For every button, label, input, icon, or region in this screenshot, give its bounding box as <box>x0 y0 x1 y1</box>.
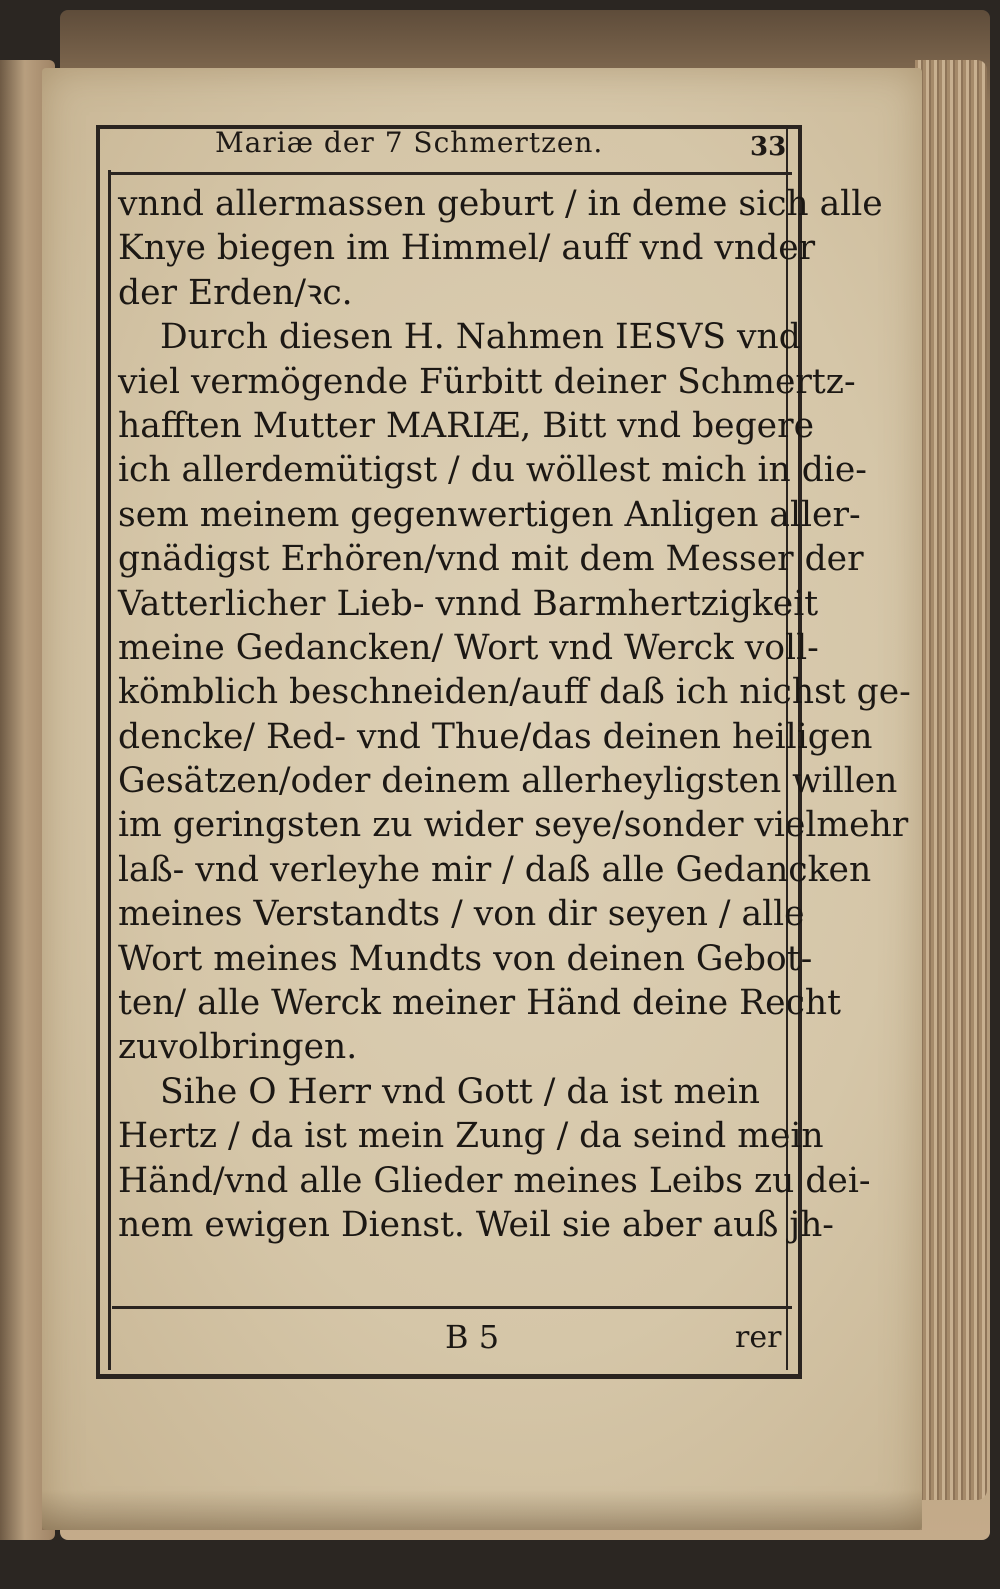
text-line: Vatterlicher Lieb- vnnd Barmhertzigkeit <box>118 583 819 624</box>
text-line: ten/ alle Werck meiner Händ deine Recht <box>118 983 841 1024</box>
page-number: 33 <box>750 132 787 162</box>
text-line: sem meinem gegenwertigen Anligen aller- <box>118 494 861 535</box>
text-line: Gesätzen/oder deinem allerheyligsten willen <box>118 761 898 802</box>
footer-rule <box>112 1306 792 1309</box>
signature-mark: B 5 <box>445 1318 500 1356</box>
text-line: vnnd allermassen geburt / in deme sich alle <box>118 184 883 224</box>
text-line: laß- vnd verleyhe mir / daß alle Gedancken <box>118 849 872 890</box>
header-rule <box>108 172 792 175</box>
text-line: gnädigst Erhören/vnd mit dem Messer der <box>118 539 864 580</box>
text-line: hafften Mutter MARIÆ, Bitt vnd begere <box>118 405 814 446</box>
catchword: rer <box>735 1320 782 1355</box>
text-line: nem ewigen Dienst. Weil sie aber auß jh- <box>118 1204 834 1245</box>
text-line: zuvolbringen. <box>118 1027 358 1068</box>
text-line: Durch diesen H. Nahmen IESVS vnd <box>160 317 801 358</box>
text-line: Sihe O Herr vnd Gott / da ist mein <box>160 1071 760 1112</box>
text-line: kömblich beschneiden/auff daß ich nichst ge- <box>118 672 911 713</box>
text-line: Händ/vnd alle Glieder meines Leibs zu dei- <box>118 1160 871 1201</box>
text-line: Wort meines Mundts von deinen Gebot- <box>118 938 813 979</box>
text-line: Knye biegen im Himmel/ auff vnd vnder <box>118 228 816 269</box>
text-line: meines Verstandts / von dir seyen / alle <box>118 894 805 935</box>
text-line: ich allerdemütigst / du wöllest mich in die- <box>118 450 867 491</box>
body-text <box>118 182 911 1297</box>
text-line: im geringsten zu wider seye/sonder vielmehr <box>118 805 909 846</box>
page-fore-edges <box>915 60 987 1500</box>
page-shadow <box>42 1490 922 1530</box>
text-line: meine Gedancken/ Wort vnd Werck voll- <box>118 627 819 668</box>
text-line: viel vermögende Fürbitt deiner Schmertz- <box>118 361 856 402</box>
frame-inner-rule-left <box>108 170 111 1370</box>
text-line: Hertz / da ist mein Zung / da seind mein <box>118 1116 824 1157</box>
text-line: dencke/ Red- vnd Thue/das deinen heiligen <box>118 716 873 757</box>
text-line: der Erden/ꝛc. <box>118 272 353 313</box>
running-head: Mariæ der 7 Schmertzen. <box>215 126 604 159</box>
